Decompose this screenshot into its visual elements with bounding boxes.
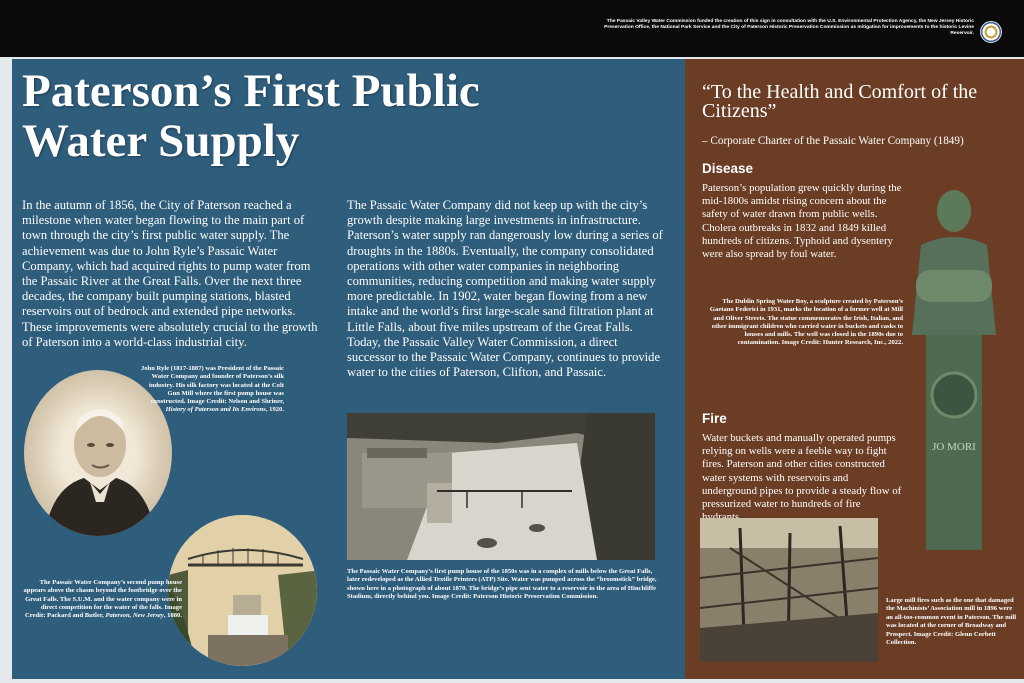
fire-heading: Fire: [702, 411, 727, 426]
great-falls-footbridge-image: [165, 512, 320, 669]
commission-seal-icon: [980, 21, 1002, 43]
first-pump-house-caption: The Passaic Water Company’s first pump house of the 1850s was in a complex of mills below the Great Falls, later redeveloped as the Allied Textile Printers (ATP) Site. Water was pumped across the “broomstick” bridge, shown here in a photograph of about 1870. The bridge’s pipe sent water to a reservoir in the area of Hinchliffe Stadium, directly behind you. Image Credit: Paterson Historic Preservation Commission.: [347, 568, 657, 600]
charter-quote: “To the Health and Comfort of the Citizens”: [702, 81, 978, 122]
ryle-caption: John Ryle (1817-1887) was President of the Passaic Water Company and founder of Paterson’s silk industry. His silk factory was located at the Colt Gun Mill where the first pump house was constructed. Image Credit: Nelson and Shriner, History of Paterson and Its Environs, 1920.: [140, 365, 284, 414]
quote-source: – Corporate Charter of the Passaic Water Company (1849): [702, 135, 964, 147]
mill-fire-caption: Large mill fires such as the one that damaged the Machinists’ Association mill in 1896 were an all-too-common event in Paterson. The mill was located at the corner of Broadway and Prospect. Image Credit: Glenn Corbett Collection.: [886, 597, 1017, 647]
history-paragraph: The Passaic Water Company did not keep up with the city’s growth despite making large investments in infrastructure. Paterson’s water supply ran dangerously low during a series of droughts in the 1880s. Eventually, the company consolidated operations with other water companies in neighboring communities, reducing competition and making water supply more predictable. In 1902, water began flowing from a new intake and the world’s first large-scale sand filtration plant at Little Falls, about five miles upstream of the Great Falls. Today, the Passaic Valley Water Commission, a direct successor to the Passaic Water Company, continues to provide water to the cities of Paterson, Clifton, and Passaic.: [347, 198, 663, 380]
top-banner: [0, 0, 1024, 57]
statue-inscription: JO MORI: [932, 441, 976, 453]
dublin-spring-caption: The Dublin Spring Water Boy, a sculpture created by Paterson’s Gaetano Federici in 1931, marks the location of a former well at Mill and Oliver Streets. The statue commemorates the Irish, Italian, and other immigrant children who carried water in buckets and casks to houses and mills. The well was closed in the 1890s due to contamination. Image Credit: Hunter Research, Inc., 2022.: [709, 298, 903, 347]
disease-text: Paterson’s population grew quickly during the mid-1800s amidst rising concern about the safety of water drawn from public wells. Cholera outbreaks in 1832 and 1849 killed hundreds of citizens. Typhoid and dysentery were also spread by foul water.: [702, 182, 902, 261]
mill-fire-photo: [700, 518, 878, 662]
intro-paragraph: In the autumn of 1856, the City of Paterson reached a milestone when water began flowing to the main part of town through the city’s first public water supply. The achievement was due to John Ryle’s Passaic Water Company, which had acquired rights to pump water from the Passaic River at the Great Falls. Over the next three decades, the company built pumping stations, blasted reservoirs out of bedrock and extended pipe networks. These improvements were absolutely crucial to the growth of Paterson into a world-class industrial city.: [22, 198, 318, 349]
page-title: Paterson’s First Public Water Supply: [22, 65, 480, 167]
funding-note: The Passaic Valley Water Commission funded the creation of this sign in consultation with the U.S. Environmental Protection Agency, the New Jersey Historic Preservation Office, the National Park Service and the City of Paterson Historic Preservation Commission as mitigation for improvements to the historic Levine Reservoir.: [604, 19, 974, 37]
fire-text: Water buckets and manually operated pumps relying on wells were a feeble way to fight fires. Paterson and other cities constructed water systems with reservoirs and underground pipes to provide a steady flow of pressurized water to hundreds of fire: [702, 432, 902, 511]
water-boy-statue-image: [906, 185, 1002, 550]
second-pump-house-caption: The Passaic Water Company’s second pump house appears above the chasm beyond the footbridge over the Great Falls. The S.U.M. and the water company were in direct competition for the water of the falls. Image Credit: Packard and Butler, Paterson, New Jersey, 1880.: [23, 579, 182, 620]
disease-heading: Disease: [702, 161, 754, 176]
broomstick-bridge-photo: [347, 413, 655, 560]
